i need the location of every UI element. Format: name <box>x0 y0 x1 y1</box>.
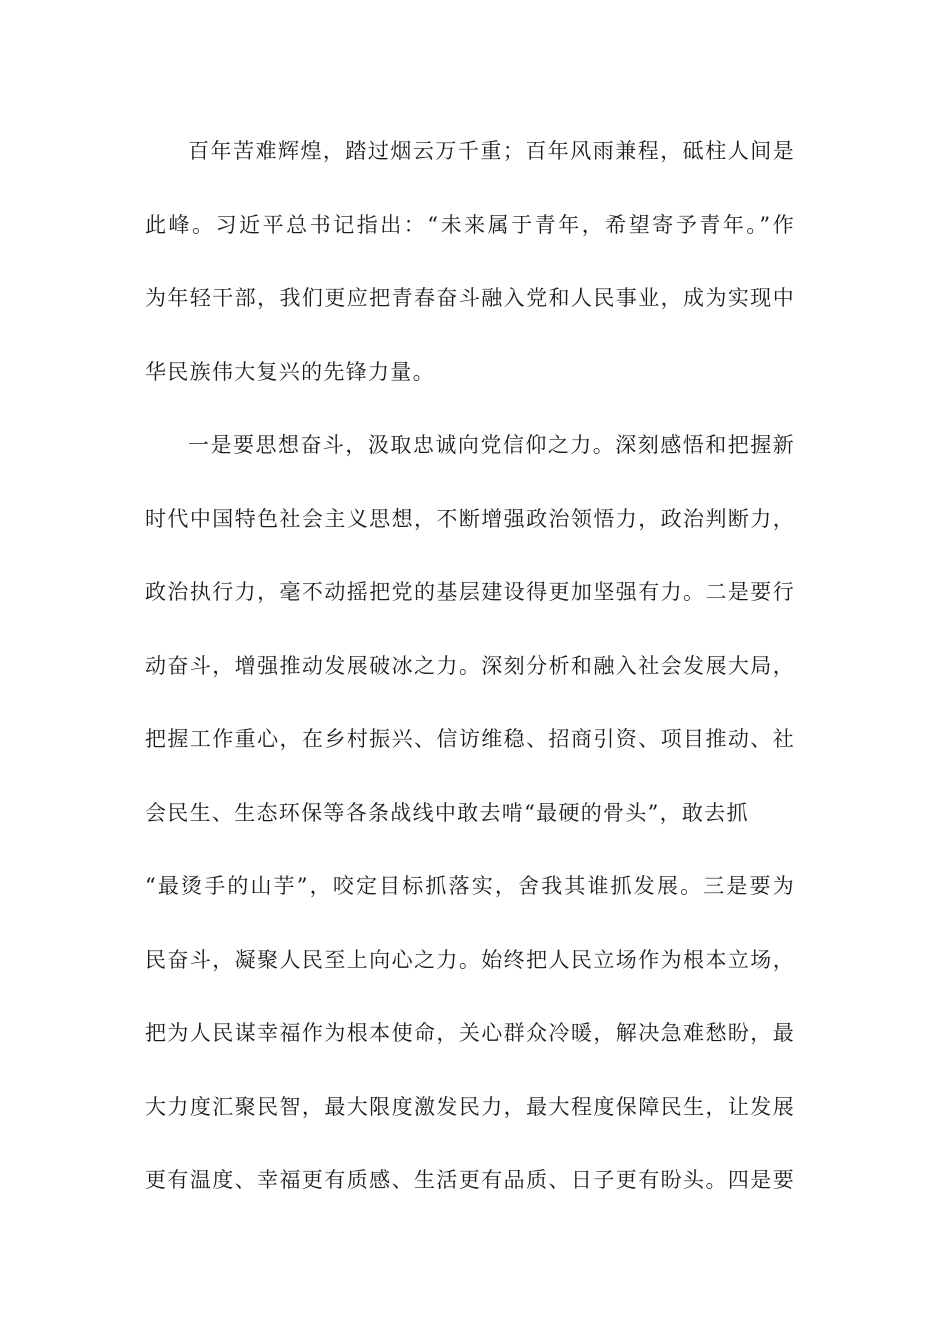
paragraph-1-line-2: 此峰。习近平总书记指出：“未来属于青年，希望寄予青年。”作 <box>145 212 795 237</box>
paragraph-2-line-1: 一是要思想奋斗，汲取忠诚向党信仰之力。深刻感悟和把握新 <box>188 433 795 457</box>
paragraph-2-line-4: 动奋斗，增强推动发展破冰之力。深刻分析和融入社会发展大局， <box>145 653 795 678</box>
paragraph-2-line-9: 把为人民谋幸福作为根本使命，关心群众冷暖，解决急难愁盼，最 <box>145 1021 795 1045</box>
paragraph-2-line-11: 更有温度、幸福更有质感、生活更有品质、日子更有盼头。四是要 <box>145 1168 795 1192</box>
paragraph-2-line-7: “最烫手的山芋”，咬定目标抓落实，舍我其谁抓发展。三是要为 <box>145 874 795 898</box>
paragraph-2-line-6: 会民生、生态环保等各条战线中敢去啃“最硬的骨头”，敢去抓 <box>145 800 749 825</box>
document-body <box>145 126 795 1229</box>
paragraph-2-line-2: 时代中国特色社会主义思想，不断增强政治领悟力，政治判断力， <box>145 506 795 531</box>
paragraph-2-line-10: 大力度汇聚民智，最大限度激发民力，最大程度保障民生，让发展 <box>145 1094 795 1119</box>
paragraph-2-line-3: 政治执行力，毫不动摇把党的基层建设得更加坚强有力。二是要行 <box>145 580 795 604</box>
paragraph-1-line-1: 百年苦难辉煌，踏过烟云万千重；百年风雨兼程，砥柱人间是 <box>188 139 795 163</box>
paragraph-1-line-4: 华民族伟大复兴的先锋力量。 <box>145 359 435 384</box>
paragraph-1-line-3: 为年轻干部，我们更应把青春奋斗融入党和人民事业，成为实现中 <box>145 286 795 310</box>
paragraph-2-line-8: 民奋斗，凝聚人民至上向心之力。始终把人民立场作为根本立场， <box>145 947 795 972</box>
paragraph-2-line-5: 把握工作重心，在乡村振兴、信访维稳、招商引资、项目推动、社 <box>145 727 795 751</box>
